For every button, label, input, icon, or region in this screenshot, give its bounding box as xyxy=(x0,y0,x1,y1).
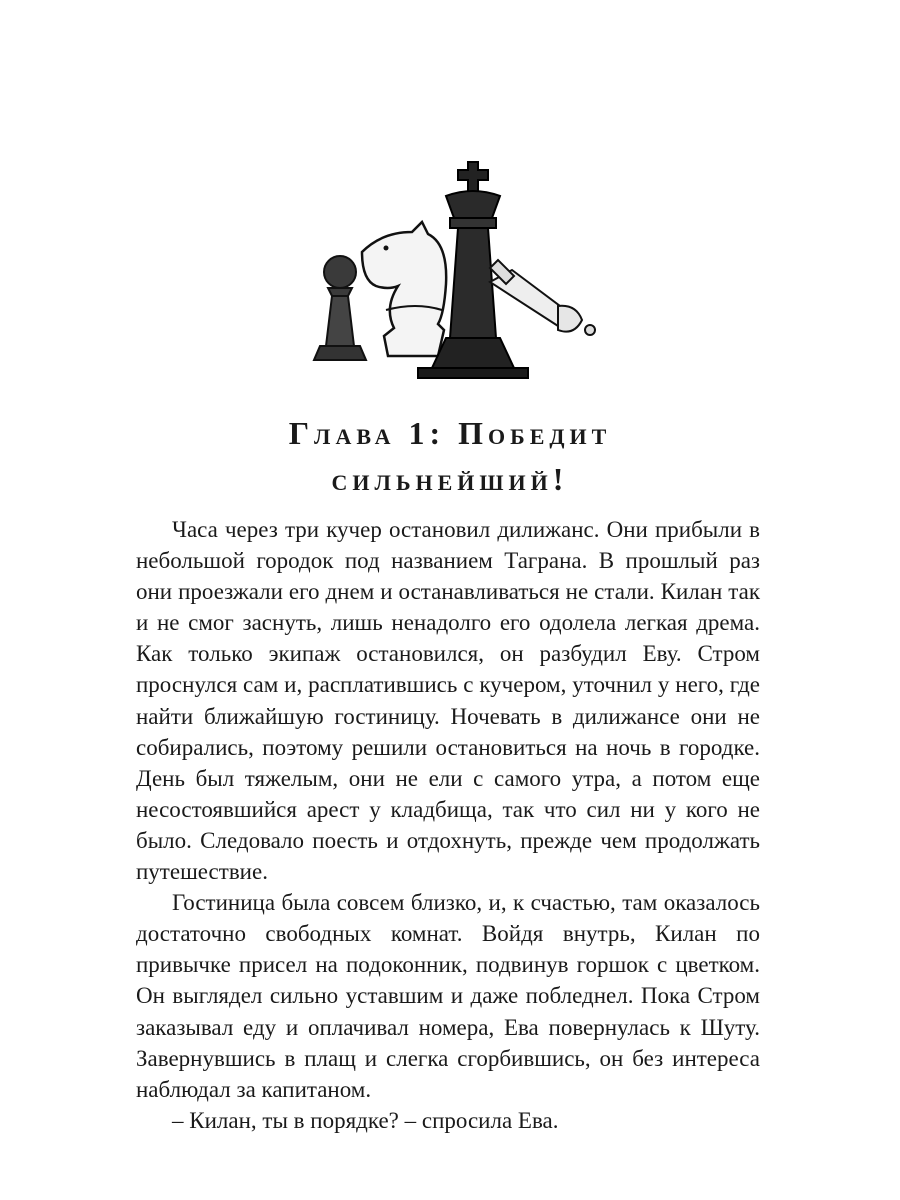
chess-pieces-illustration xyxy=(300,160,600,390)
chess-bishop-icon xyxy=(490,260,595,335)
paragraph: Часа через три кучер остановил дилижанс. Они прибыли в небольшой городок под названием Таграна. В прошлый раз они проезжали его днем и останавливаться не стали. Килан так и не смог заснуть, лишь ненадолго его одолела легкая дрема. Как только экипаж остановился, он разбудил Еву. Стром проснулся сам и, расплатившись с кучером, уточнил у него, где найти ближайшую гостиницу. Ночевать в дилижансе они не собирались, поэтому решили остановиться на ночь в городке. День был тяжелым, они не ели с самого утра, а потом еще несостоявшийся арест у кладбища, так что сил ни у кого не было. Следовало поесть и отдохнуть, прежде чем продолжать путешествие. xyxy=(136,517,760,885)
chess-knight-icon xyxy=(362,222,446,356)
chess-pawn-icon xyxy=(314,256,366,360)
chapter-body xyxy=(136,514,760,1136)
paragraph: Гостиница была совсем близко, и, к счастью, там оказалось достаточно свободных комнат. Войдя внутрь, Килан по привычке присел на подоконник, подвинув горшок с цветком. Он выглядел сильно уставшим и даже побледнел. Пока Стром заказывал еду и оплачивал номера, Ева повернулась к Шуту. Завернувшись в плащ и слегка сгорбившись, он без интереса наблюдал за капитаном. xyxy=(136,890,760,1102)
chapter-title-line-2: сильнейший! xyxy=(331,461,569,497)
chapter-title xyxy=(0,410,900,502)
paragraph: – Килан, ты в порядке? – спросила Ева. xyxy=(172,1107,559,1133)
chapter-title-line-1: Глава 1: Победит xyxy=(288,415,612,451)
